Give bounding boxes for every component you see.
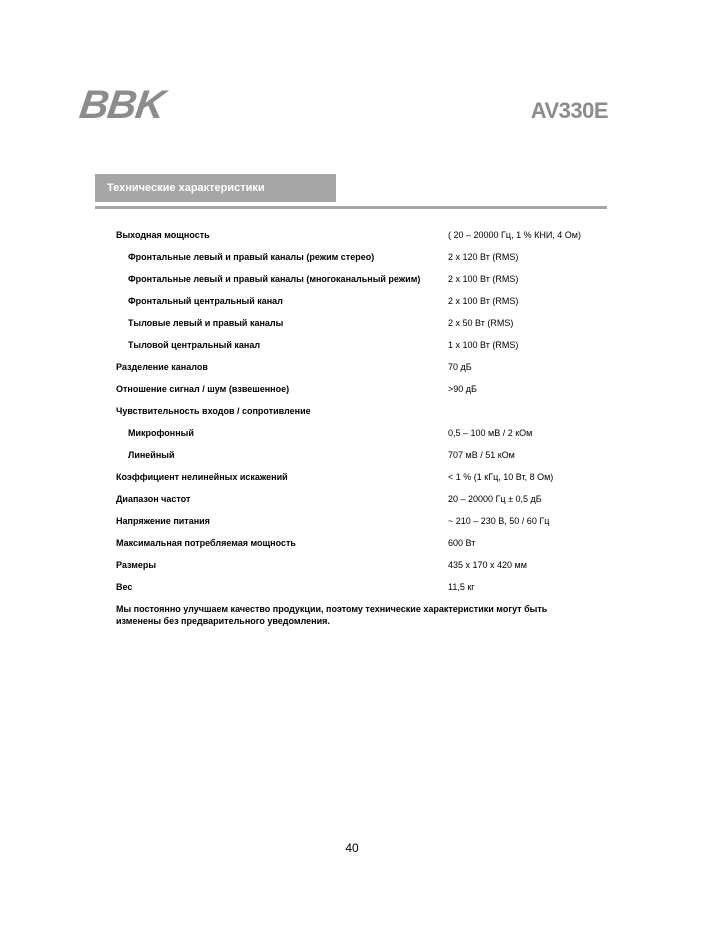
spec-value: 11,5 кг xyxy=(448,582,475,592)
spec-value: 2 х 100 Вт (RMS) xyxy=(448,274,519,284)
spec-value: ( 20 – 20000 Гц, 1 % КНИ, 4 Ом) xyxy=(448,230,581,240)
spec-row xyxy=(116,316,596,338)
spec-name: Тыловой центральный канал xyxy=(128,340,261,350)
spec-row xyxy=(116,272,596,294)
spec-name: Диапазон частот xyxy=(116,494,191,504)
spec-name: Отношение сигнал / шум (взвешенное) xyxy=(116,384,290,394)
spec-name: Размеры xyxy=(116,560,157,570)
spec-value: 435 х 170 х 420 мм xyxy=(448,560,527,570)
section-divider xyxy=(95,206,607,209)
spec-row xyxy=(116,404,596,426)
spec-row xyxy=(116,558,596,580)
spec-value: 707 мВ / 51 кОм xyxy=(448,450,515,460)
page-number: 40 xyxy=(345,841,359,855)
section-title: Технические характеристики xyxy=(95,174,336,202)
spec-value: < 1 % (1 кГц, 10 Вт, 8 Ом) xyxy=(448,472,554,482)
spec-value: 2 х 100 Вт (RMS) xyxy=(448,296,519,306)
spec-name: Линейный xyxy=(128,450,175,460)
spec-value: ~ 210 – 230 В, 50 / 60 Гц xyxy=(448,516,550,526)
spec-name: Чувствительность входов / сопротивление xyxy=(116,406,311,416)
spec-value: 2 х 120 Вт (RMS) xyxy=(448,252,519,262)
brand-logo-text: BBK xyxy=(76,83,167,127)
spec-row xyxy=(116,492,596,514)
spec-row xyxy=(116,382,596,404)
spec-row xyxy=(116,426,596,448)
specs-table xyxy=(116,228,596,602)
spec-name: Выходная мощность xyxy=(116,230,210,240)
spec-name: Разделение каналов xyxy=(116,362,208,372)
spec-name: Максимальная потребляемая мощность xyxy=(116,538,296,548)
spec-name: Фронтальный центральный канал xyxy=(128,296,283,306)
disclaimer-note: Мы постоянно улучшаем качество продукции, поэтому технические характеристики могут быть изменены без предварительного уведомления. xyxy=(116,604,548,626)
spec-name: Микрофонный xyxy=(128,428,194,438)
spec-name: Вес xyxy=(116,582,133,592)
spec-name: Тыловые левый и правый каналы xyxy=(128,318,284,328)
spec-value: 1 х 100 Вт (RMS) xyxy=(448,340,519,350)
spec-row xyxy=(116,228,596,250)
spec-row xyxy=(116,580,596,602)
spec-value: 20 – 20000 Гц ± 0,5 дБ xyxy=(448,494,542,504)
spec-row xyxy=(116,250,596,272)
spec-row xyxy=(116,470,596,492)
spec-row xyxy=(116,294,596,316)
model-name: AV330E xyxy=(530,98,608,123)
brand-logo xyxy=(76,83,200,127)
spec-name: Напряжение питания xyxy=(116,516,210,526)
spec-value: >90 дБ xyxy=(448,384,477,394)
spec-row xyxy=(116,338,596,360)
spec-row xyxy=(116,448,596,470)
spec-row xyxy=(116,536,596,558)
spec-name: Фронтальные левый и правый каналы (многоканальный режим) xyxy=(128,274,421,284)
spec-row xyxy=(116,360,596,382)
spec-row xyxy=(116,514,596,536)
spec-value: 70 дБ xyxy=(448,362,472,372)
spec-value: 2 х 50 Вт (RMS) xyxy=(448,318,514,328)
spec-value: 0,5 – 100 мВ / 2 кОм xyxy=(448,428,533,438)
spec-name: Коэффициент нелинейных искажений xyxy=(116,472,288,482)
spec-value: 600 Вт xyxy=(448,538,476,548)
spec-name: Фронтальные левый и правый каналы (режим стерео) xyxy=(128,252,375,262)
